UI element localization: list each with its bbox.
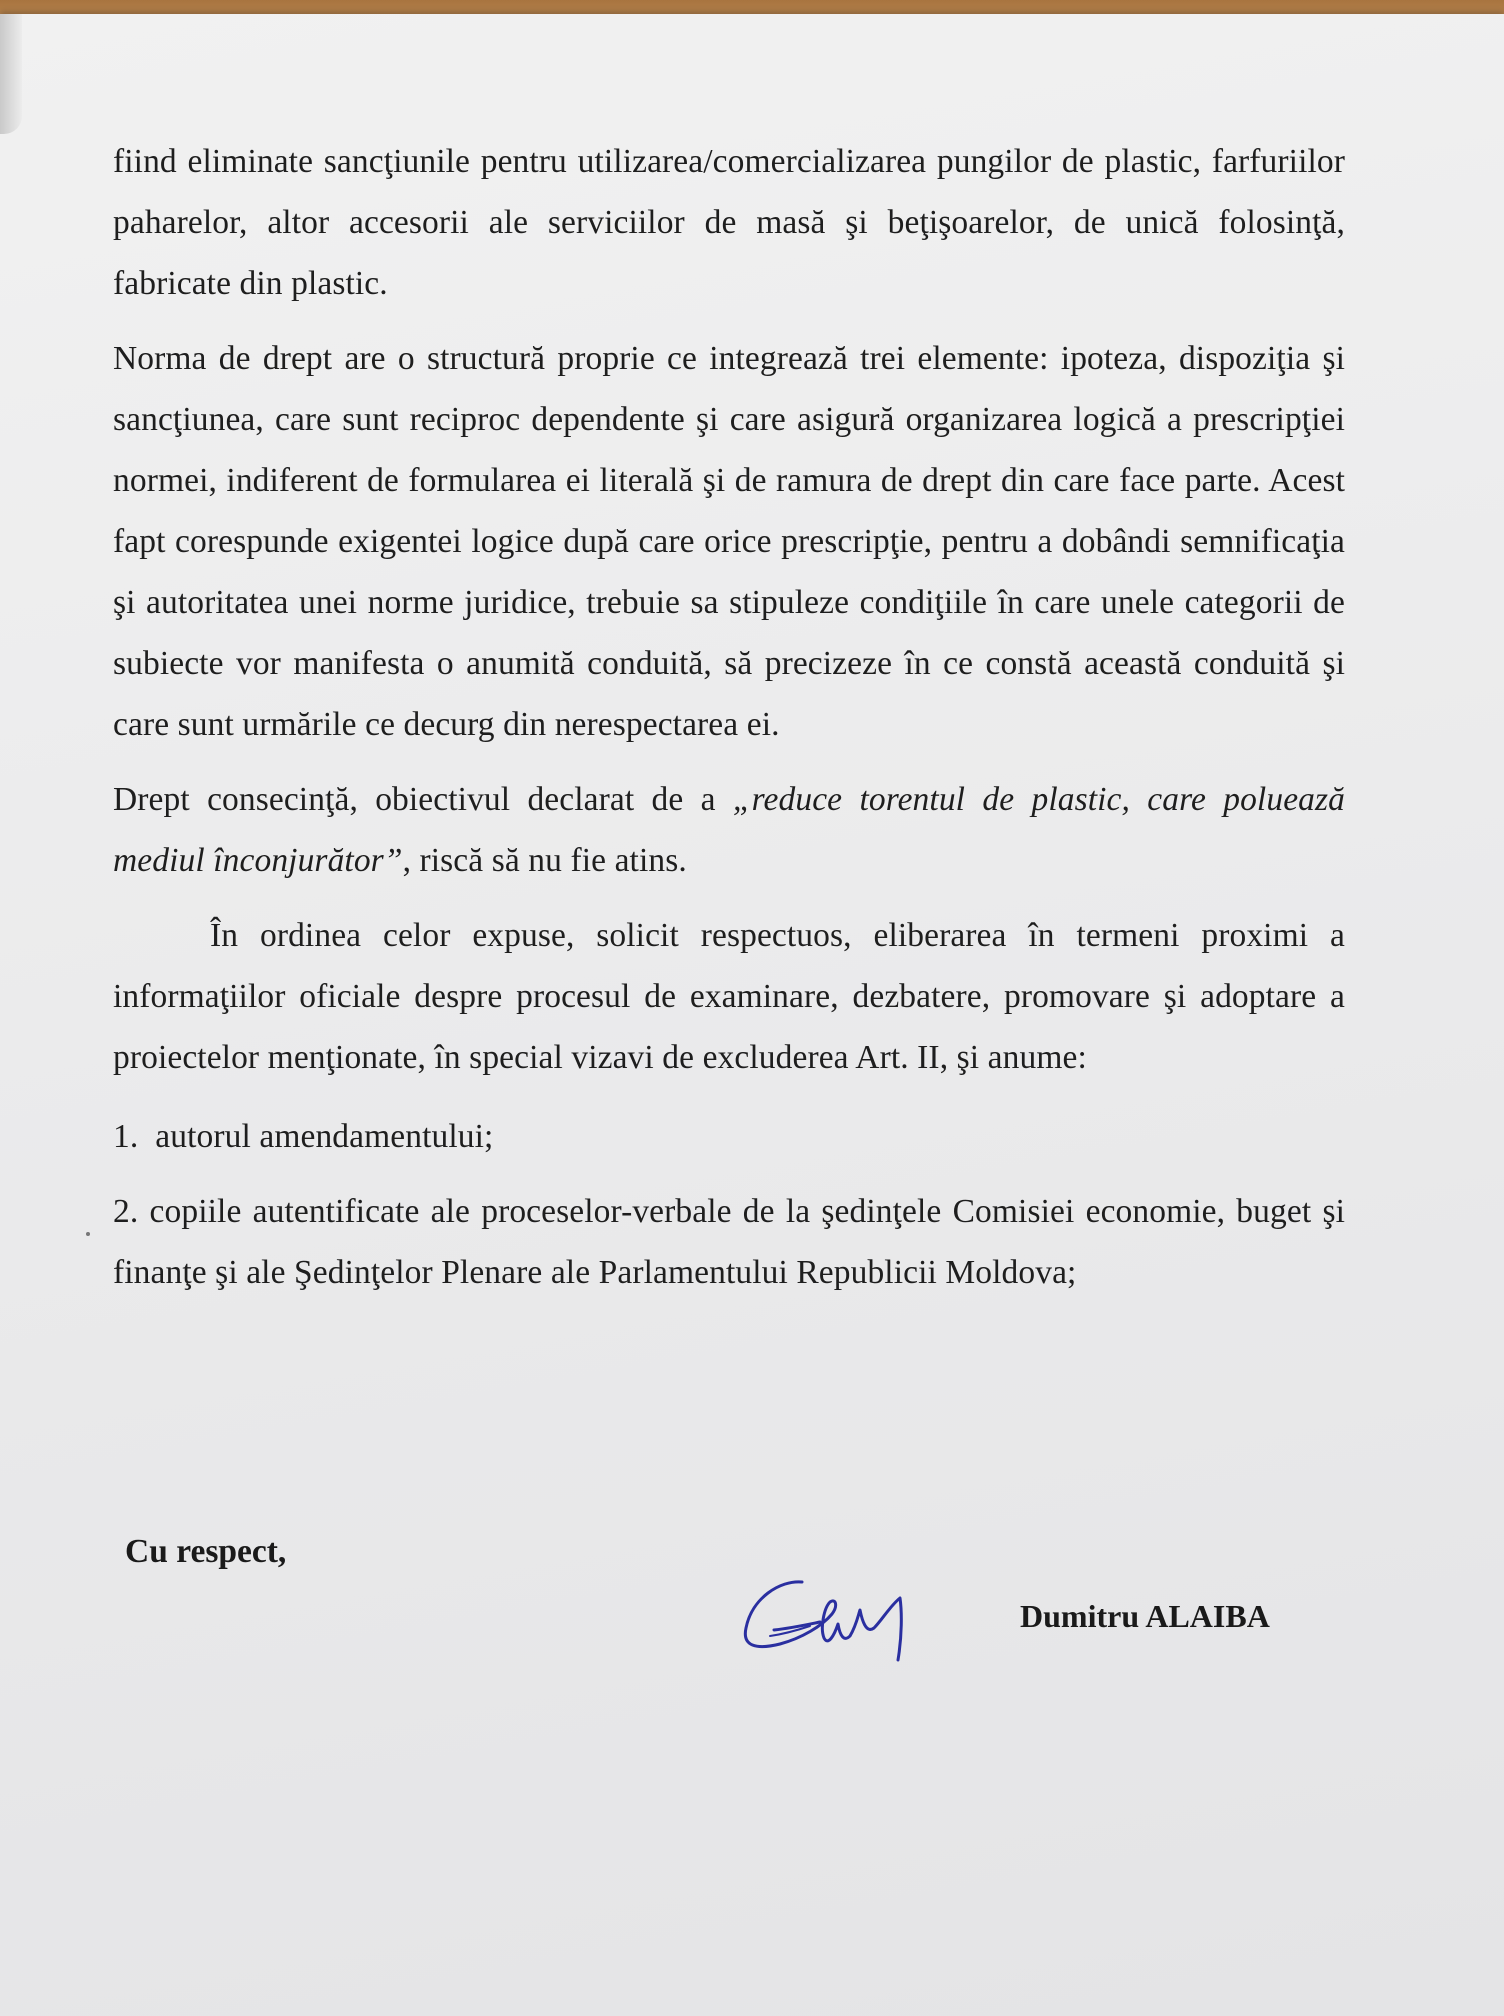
list-item (113, 1181, 1345, 1303)
consequence-prefix: Drept consecinţă, obiectivul declarat de a (113, 781, 733, 818)
signature-drawing (740, 1576, 970, 1686)
list-item-text: copiile autentificate ale proceselor-verbale de la şedinţele Comisiei economie, buget şi finanţe şi ale Şedinţelor Plenare ale Parlamentului Republicii Moldova; (113, 1193, 1345, 1291)
signer-name: Dumitru ALAIBA (1020, 1598, 1270, 1634)
paragraph-request: În ordinea celor expuse, solicit respectuos, eliberarea în termeni proximi a informaţiilor oficiale despre procesul de examinare, dezbatere, promovare şi adoptare a proiectelor menţionate, în special vizavi de excluderea Art. II, şi anume: (113, 917, 1345, 1076)
paragraph-2: Norma de drept are o structură proprie ce integrează trei elemente: ipoteza, dispoziţia şi sancţiunea, care sunt reciproc dependente şi care asigură organizarea logică a prescripţiei normei, indiferent de formularea ei literală şi de ramura de drept din care face parte. Acest fapt corespunde exigentei logice după care orice prescripţie, pentru a dobândi semnificaţia şi autoritatea unei norme juridice, trebuie sa stipuleze condiţiile în care unele categorii de subiecte vor manifesta o anumită conduită, să precizeze în ce constă această conduită şi care sunt urmările ce decurg din nerespectarea ei. (113, 340, 1345, 743)
paragraph-consequence (113, 769, 1345, 891)
document-body (113, 131, 1345, 1317)
document-page (0, 14, 1504, 2016)
consequence-quote: „reduce torentul de plastic, care poluează mediul înconjurător” (113, 781, 1345, 879)
handwritten-signature (740, 1576, 970, 1686)
paper-speck (86, 1232, 90, 1236)
request-list (113, 1106, 1345, 1303)
list-item-number: 1. (113, 1118, 139, 1155)
closing-salutation: Cu respect, (125, 1533, 287, 1570)
binder-edge (0, 14, 22, 134)
consequence-suffix: , riscă să nu fie atins. (402, 842, 687, 879)
list-item (113, 1106, 1345, 1167)
paragraph-1: fiind eliminate sancţiunile pentru utilizarea/comercializarea pungilor de plastic, farfuriilor paharelor, altor accesorii ale serviciilor de masă şi beţişoarelor, de unică folosinţă, fabricate din plastic. (113, 143, 1345, 302)
list-item-text: autorul amendamentului; (155, 1118, 494, 1155)
list-item-number: 2. (113, 1193, 139, 1230)
